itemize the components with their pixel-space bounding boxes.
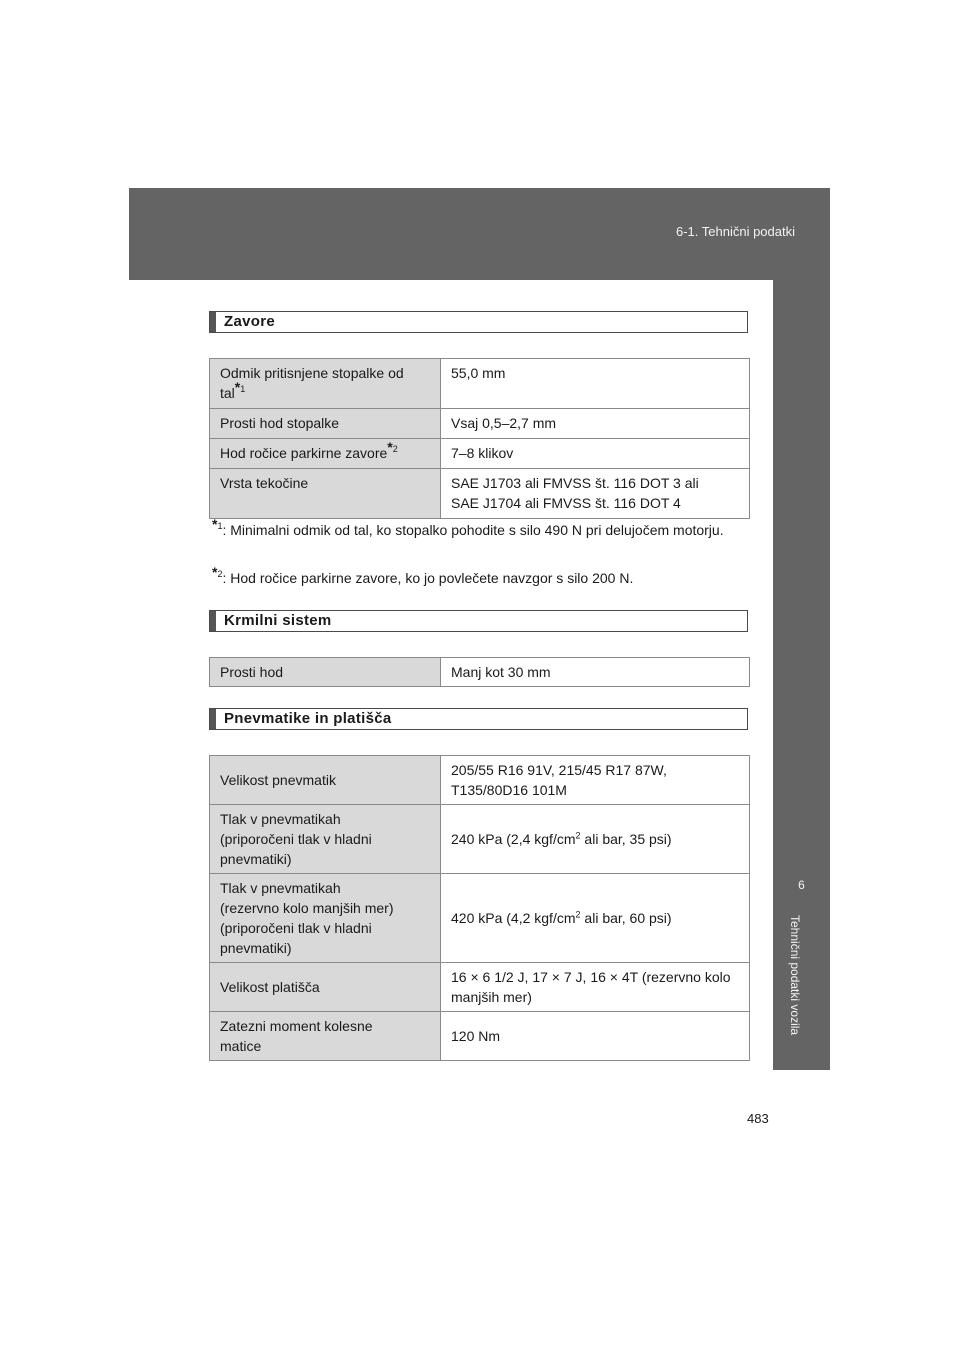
footnote-2: $^{*2}$: Hod ročice parkirne zavore, ko jo povlečete navzgor s silo 200 N. bbox=[212, 564, 634, 586]
table-row bbox=[210, 963, 750, 1012]
spec-value: Manj kot 30 mm bbox=[441, 658, 750, 687]
section-title: Krmilni sistem bbox=[224, 612, 332, 629]
chapter-header-band bbox=[129, 188, 830, 280]
spec-key: Vrsta tekočine bbox=[210, 469, 441, 519]
footnote-1: $^{*1}$: Minimalni odmik od tal, ko stopalko pohodite s silo 490 N pri delujočem motorju. bbox=[212, 516, 724, 538]
table-row bbox=[210, 469, 750, 519]
table-row bbox=[210, 1012, 750, 1061]
spec-key: Prosti hod stopalke bbox=[210, 409, 441, 439]
section-marker bbox=[210, 611, 216, 631]
spec-value: SAE J1703 ali FMVSS št. 116 DOT 3 ali SAE J1704 ali FMVSS št. 116 DOT 4 bbox=[441, 469, 750, 519]
brakes-table bbox=[209, 358, 750, 519]
spec-key: Tlak v pnevmatikah (rezervno kolo manjših mer) (priporočeni tlak v hladni pnevmatiki) bbox=[210, 874, 441, 963]
section-header-brakes bbox=[209, 311, 748, 333]
spec-value: 240 kPa (2,4 kgf/$cm^2$ ali bar, 35 psi) bbox=[441, 805, 750, 874]
chapter-side-tab bbox=[773, 280, 830, 1070]
chapter-side-label: Tehnični podatki vozila bbox=[788, 915, 802, 1036]
chapter-number: 6 bbox=[798, 878, 805, 892]
section-title: Zavore bbox=[224, 313, 275, 330]
steering-table bbox=[209, 657, 750, 687]
table-row bbox=[210, 658, 750, 687]
tires-table bbox=[209, 755, 750, 1061]
spec-key: Hod ročice parkirne zavore$^{*2}$ bbox=[210, 439, 441, 469]
section-marker bbox=[210, 709, 216, 729]
spec-value: 16 × 6 1/2 J, 17 × 7 J, 16 × 4T (rezervno kolo manjših mer) bbox=[441, 963, 750, 1012]
spec-value: 7–8 klikov bbox=[441, 439, 750, 469]
spec-key: Odmik pritisnjene stopalke od tal$^{*1}$ bbox=[210, 359, 441, 409]
spec-value: 55,0 mm bbox=[441, 359, 750, 409]
table-row bbox=[210, 439, 750, 469]
chapter-header-title: 6-1. Tehnični podatki bbox=[675, 224, 795, 239]
spec-value: Vsaj 0,5–2,7 mm bbox=[441, 409, 750, 439]
spec-key: Prosti hod bbox=[210, 658, 441, 687]
spec-key: Velikost pnevmatik bbox=[210, 756, 441, 805]
spec-value: 205/55 R16 91V, 215/45 R17 87W, T135/80D16 101M bbox=[441, 756, 750, 805]
spec-key: Zatezni moment kolesne matice bbox=[210, 1012, 441, 1061]
section-marker bbox=[210, 312, 216, 332]
spec-value: 120 Nm bbox=[441, 1012, 750, 1061]
table-row bbox=[210, 359, 750, 409]
section-header-steering bbox=[209, 610, 748, 632]
spec-key: Velikost platišča bbox=[210, 963, 441, 1012]
table-row bbox=[210, 874, 750, 963]
table-row bbox=[210, 409, 750, 439]
table-row bbox=[210, 805, 750, 874]
section-header-tires bbox=[209, 708, 748, 730]
spec-value: 420 kPa (4,2 kgf/$cm^2$ ali bar, 60 psi) bbox=[441, 874, 750, 963]
table-row bbox=[210, 756, 750, 805]
section-title: Pnevmatike in platišča bbox=[224, 710, 392, 727]
page-number: 483 bbox=[747, 1111, 769, 1126]
spec-key: Tlak v pnevmatikah (priporočeni tlak v hladni pnevmatiki) bbox=[210, 805, 441, 874]
